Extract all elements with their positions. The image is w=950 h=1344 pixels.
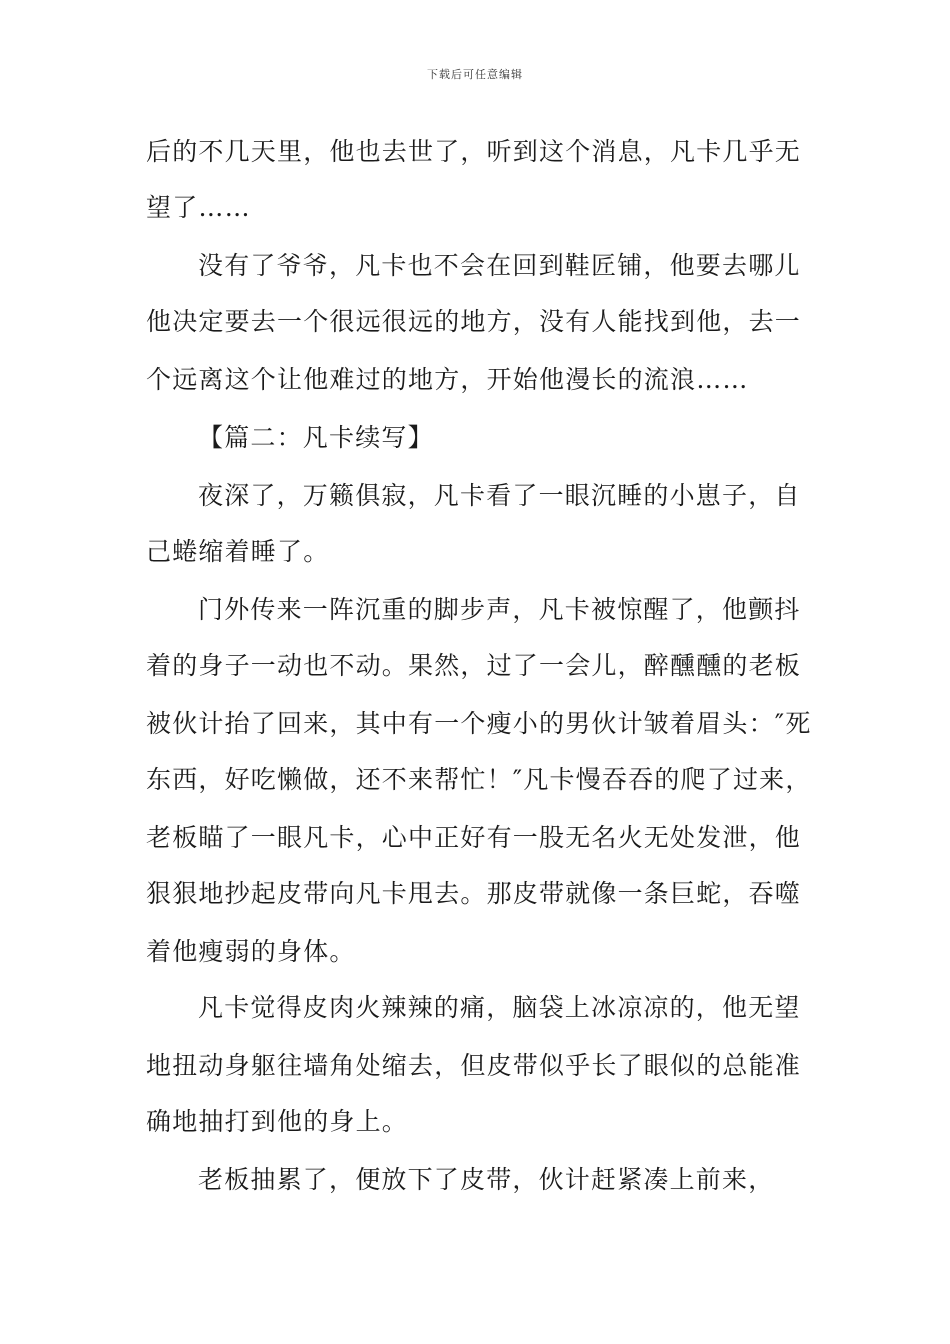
section-heading: 【篇二：凡卡续写】 xyxy=(198,423,434,452)
text-line: 己蜷缩着睡了。 xyxy=(146,537,330,566)
text-line: 老板瞄了一眼凡卡，心中正好有一股无名火无处发泄，他 xyxy=(146,823,802,852)
text-line: 门外传来一阵沉重的脚步声，凡卡被惊醒了，他颤抖 xyxy=(198,595,801,624)
text-line: 没有了爷爷，凡卡也不会在回到鞋匠铺，他要去哪儿 xyxy=(198,251,801,280)
text-line: 狠狠地抄起皮带向凡卡甩去。那皮带就像一条巨蛇，吞噬 xyxy=(146,879,802,908)
text-line: 东西，好吃懒做，还不来帮忙！″凡卡慢吞吞的爬了过来， xyxy=(146,765,812,794)
text-line: 望了…… xyxy=(146,193,251,222)
text-line: 确地抽打到他的身上。 xyxy=(146,1107,409,1136)
text-line: 着的身子一动也不动。果然，过了一会儿，醉醺醺的老板 xyxy=(146,651,802,680)
text-line: 凡卡觉得皮肉火辣辣的痛，脑袋上冰凉凉的，他无望 xyxy=(198,993,801,1022)
text-line: 被伙计抬了回来，其中有一个瘦小的男伙计皱着眉头：″死 xyxy=(146,709,812,738)
header-note: 下载后可任意编辑 xyxy=(427,68,523,81)
text-line: 地扭动身躯往墙角处缩去，但皮带似乎长了眼似的总能准 xyxy=(146,1051,802,1080)
text-line: 个远离这个让他难过的地方，开始他漫长的流浪…… xyxy=(146,365,749,394)
text-line: 他决定要去一个很远很远的地方，没有人能找到他，去一 xyxy=(146,307,802,336)
text-line: 夜深了，万籁俱寂，凡卡看了一眼沉睡的小崽子，自 xyxy=(198,481,801,510)
text-line: 老板抽累了，便放下了皮带，伙计赶紧凑上前来， xyxy=(198,1165,775,1194)
text-line: 后的不几天里，他也去世了，听到这个消息，凡卡几乎无 xyxy=(146,137,802,166)
text-line: 着他瘦弱的身体。 xyxy=(146,937,356,966)
